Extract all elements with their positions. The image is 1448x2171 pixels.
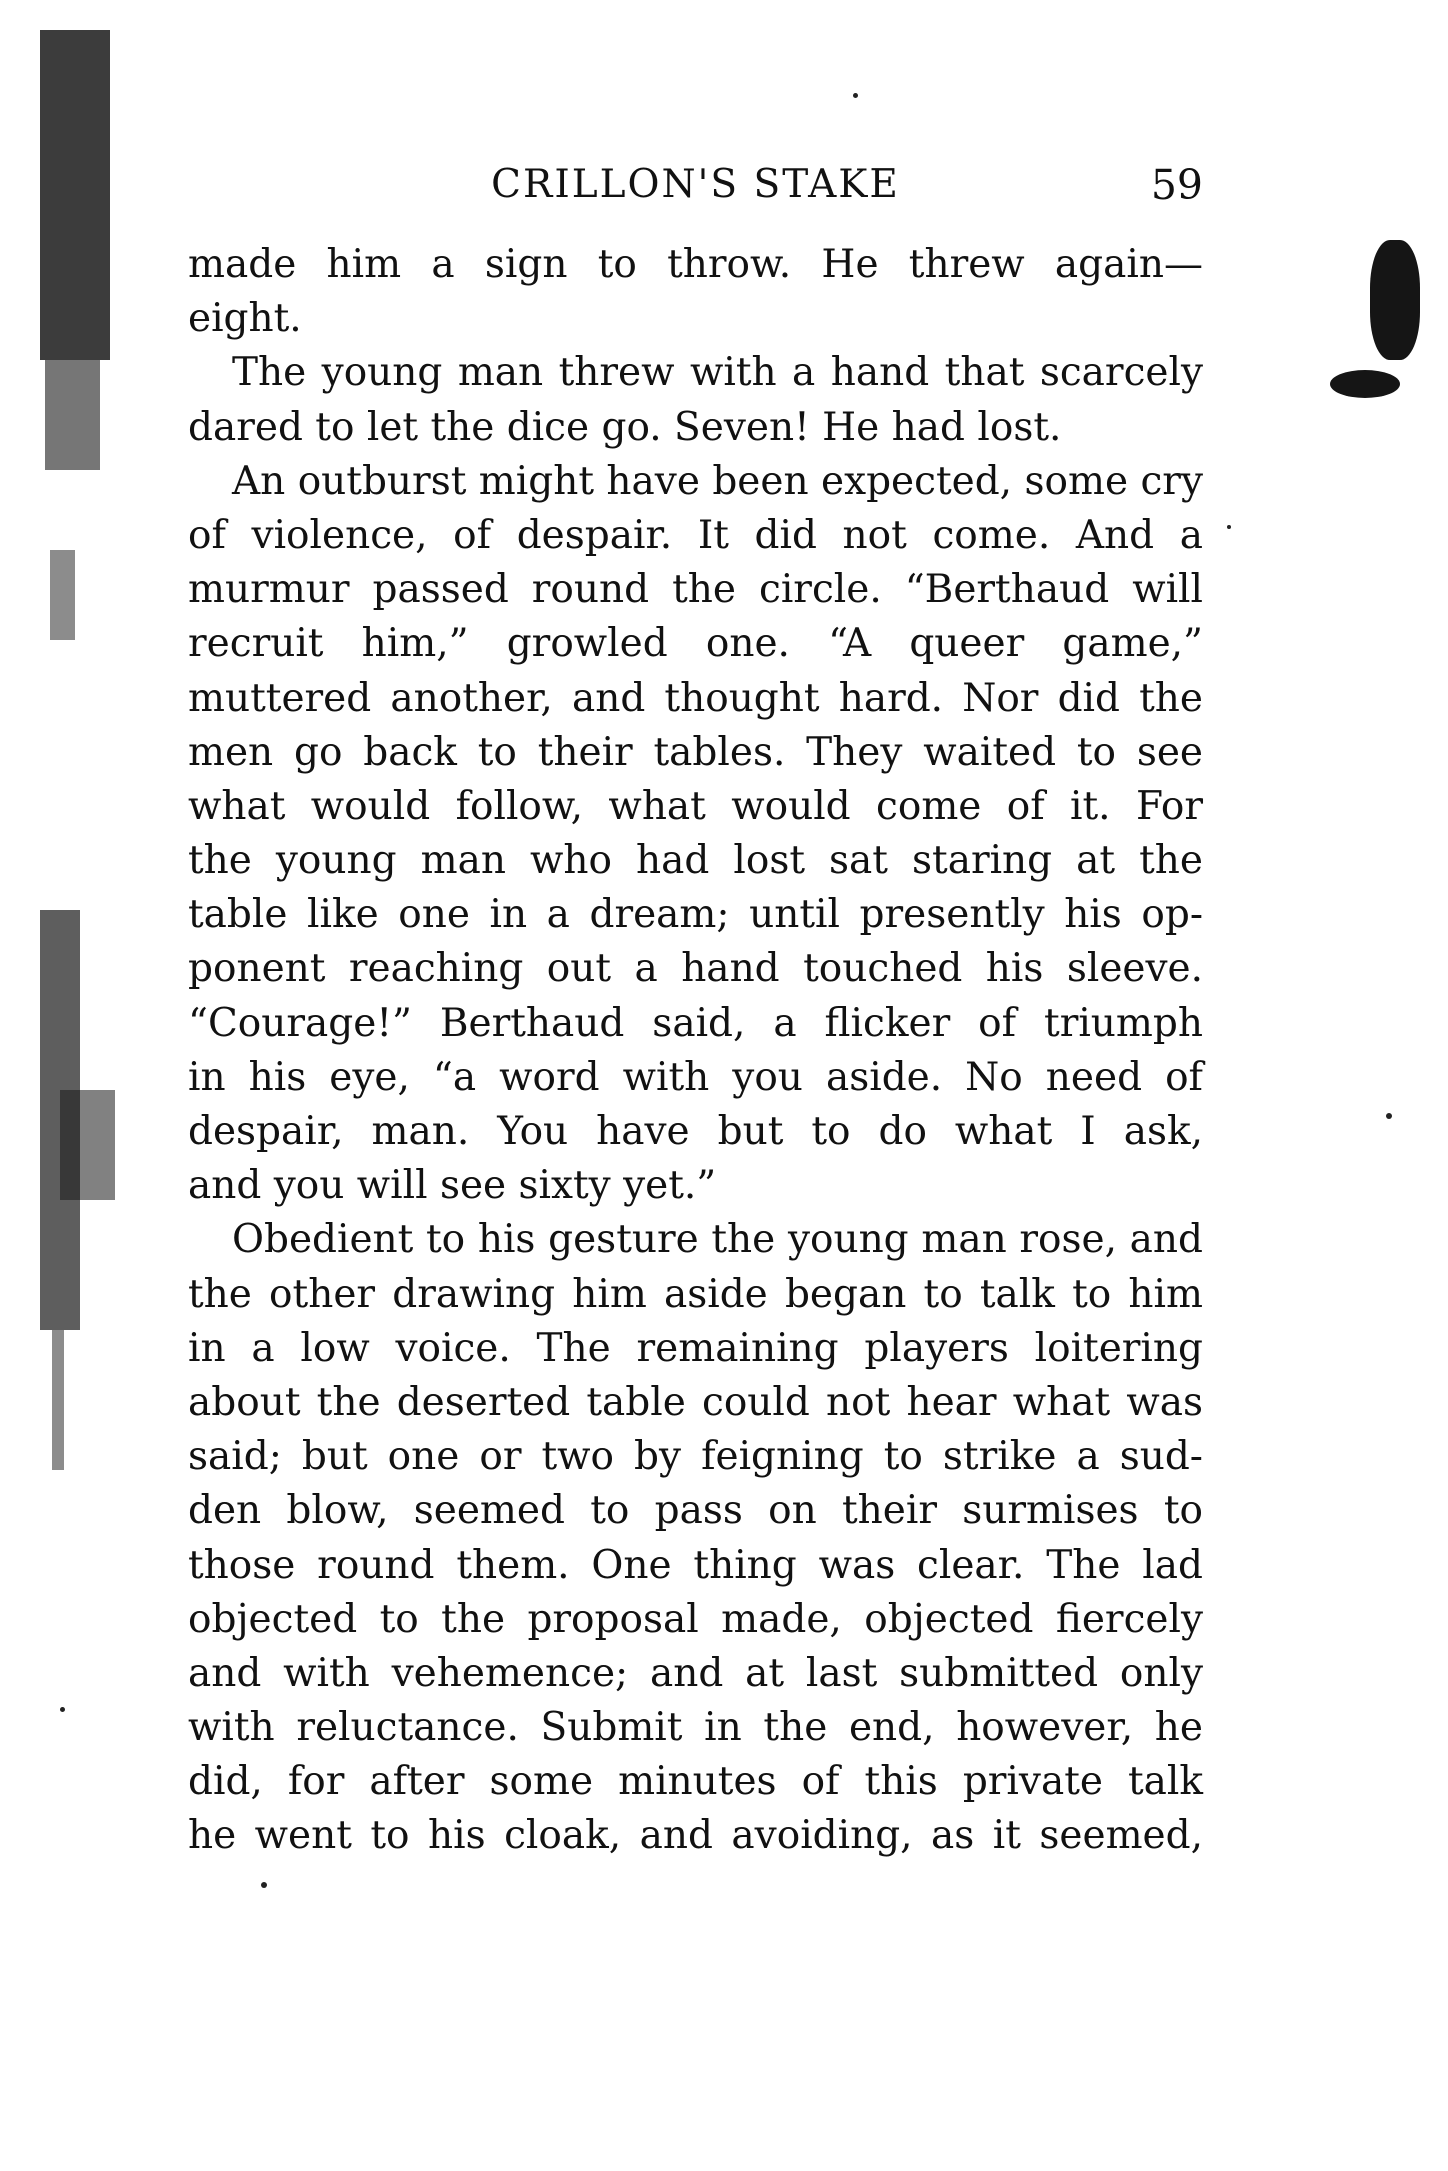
scan-edge-shadow: [40, 30, 170, 2130]
speck: [261, 1882, 267, 1888]
text-line: of violence, of despair. It did not come. And a: [188, 512, 1203, 558]
text-line: in a low voice. The remaining players loitering: [188, 1325, 1203, 1371]
text-line: in his eye, “a word with you aside. No need of: [188, 1054, 1203, 1100]
body-text: [188, 238, 1203, 1864]
text-line: men go back to their tables. They waited to see: [188, 729, 1203, 775]
text-line: objected to the proposal made, objected fiercely: [188, 1596, 1203, 1642]
ink-blot-right-tail: [1330, 370, 1400, 398]
text-line: recruit him,” growled one. “A queer game,”: [188, 621, 1203, 667]
text-line: “Courage!” Berthaud said, a flicker of triumph: [188, 1000, 1203, 1046]
text-line: and you will see sixty yet.”: [188, 1163, 717, 1209]
text-line: muttered another, and thought hard. Nor did the: [188, 675, 1203, 721]
text-line: ponent reaching out a hand touched his sleeve.: [188, 946, 1203, 992]
text-line: An outburst might have been expected, some cry: [232, 458, 1203, 504]
text-line: those round them. One thing was clear. The lad: [188, 1542, 1203, 1588]
text-line: despair, man. You have but to do what I ask,: [188, 1109, 1203, 1154]
text-line: murmur passed round the circle. “Berthaud will: [188, 567, 1203, 613]
speck: [60, 1707, 65, 1712]
speck: [1386, 1113, 1392, 1119]
text-line: he went to his cloak, and avoiding, as it seemed,: [188, 1813, 1203, 1859]
page-header: [188, 160, 1203, 220]
speck: [853, 93, 858, 98]
text-line: and with vehemence; and at last submitted only: [188, 1650, 1203, 1696]
text-line: table like one in a dream; until presently his op-: [188, 892, 1203, 938]
page-number: 59: [1150, 161, 1203, 209]
text-line: den blow, seemed to pass on their surmises to: [188, 1488, 1203, 1534]
text-line: about the deserted table could not hear what was: [188, 1379, 1203, 1425]
text-line: dared to let the dice go. Seven! He had lost.: [188, 404, 1062, 450]
running-title: CRILLON'S STAKE: [491, 162, 900, 207]
text-line: what would follow, what would come of it. For: [188, 783, 1203, 829]
text-line: eight.: [188, 296, 302, 342]
speck: [1227, 525, 1231, 529]
text-line: with reluctance. Submit in the end, however, he: [188, 1705, 1203, 1751]
text-line: Obedient to his gesture the young man rose, and: [232, 1217, 1203, 1263]
text-line: The young man threw with a hand that scarcely: [232, 350, 1203, 396]
ink-blot-right: [1370, 240, 1420, 360]
text-line: did, for after some minutes of this private talk: [188, 1759, 1203, 1805]
text-line: the young man who had lost sat staring at the: [188, 838, 1203, 884]
text-line: said; but one or two by feigning to strike a sud-: [188, 1434, 1203, 1480]
text-line: the other drawing him aside began to talk to him: [188, 1271, 1203, 1317]
text-line: made him a sign to throw. He threw again—: [188, 242, 1203, 287]
